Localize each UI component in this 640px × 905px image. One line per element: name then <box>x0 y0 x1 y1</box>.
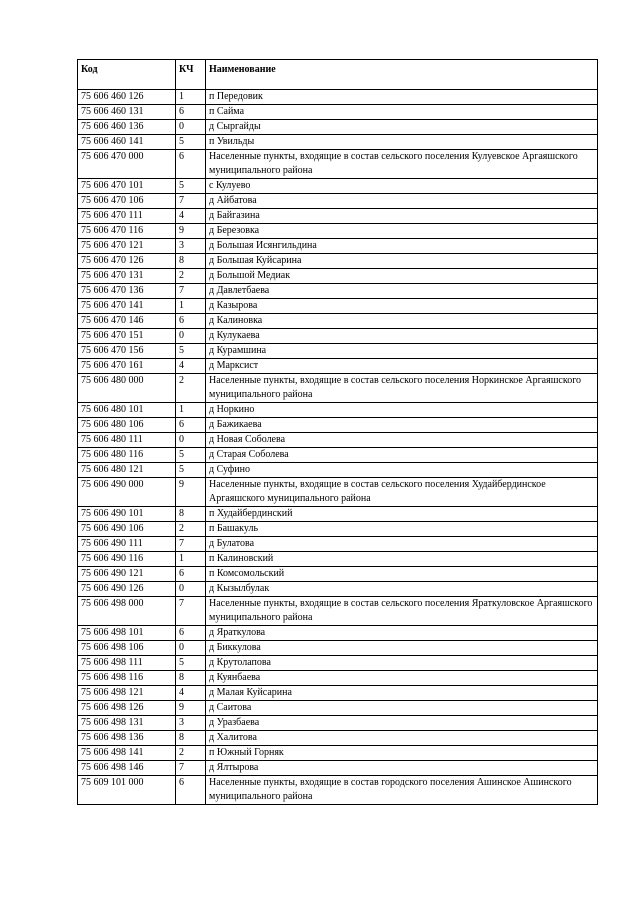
cell-name: д Айбатова <box>206 194 598 209</box>
cell-name: Населенные пункты, входящие в состав городского поселения Ашинское Ашинского муниципального района <box>206 776 598 805</box>
cell-name: Населенные пункты, входящие в состав сельского поселения Кулуевское Аргаяшского муниципального района <box>206 150 598 179</box>
header-kch: КЧ <box>176 60 206 90</box>
table-row <box>78 194 598 209</box>
cell-code: 75 606 470 106 <box>78 194 176 209</box>
okato-table <box>77 59 598 805</box>
cell-kch: 5 <box>176 344 206 359</box>
cell-code: 75 606 470 146 <box>78 314 176 329</box>
table-row <box>78 314 598 329</box>
cell-name: д Большая Исянгильдина <box>206 239 598 254</box>
cell-name: д Новая Соболева <box>206 433 598 448</box>
cell-kch: 6 <box>176 314 206 329</box>
table-row <box>78 344 598 359</box>
cell-code: 75 606 498 121 <box>78 686 176 701</box>
table-row <box>78 537 598 552</box>
table-row <box>78 582 598 597</box>
cell-kch: 1 <box>176 403 206 418</box>
cell-code: 75 606 490 116 <box>78 552 176 567</box>
cell-kch: 5 <box>176 135 206 150</box>
header-name: Наименование <box>206 60 598 90</box>
cell-code: 75 609 101 000 <box>78 776 176 805</box>
table-row <box>78 433 598 448</box>
cell-name: д Уразбаева <box>206 716 598 731</box>
cell-name: п Калиновский <box>206 552 598 567</box>
cell-code: 75 606 490 101 <box>78 507 176 522</box>
cell-code: 75 606 480 101 <box>78 403 176 418</box>
cell-name: д Биккулова <box>206 641 598 656</box>
cell-name: п Сайма <box>206 105 598 120</box>
table-row <box>78 731 598 746</box>
table-row <box>78 374 598 403</box>
table-row <box>78 746 598 761</box>
cell-code: 75 606 470 126 <box>78 254 176 269</box>
cell-name: д Халитова <box>206 731 598 746</box>
table-row <box>78 507 598 522</box>
table-row <box>78 671 598 686</box>
cell-code: 75 606 498 141 <box>78 746 176 761</box>
cell-code: 75 606 470 000 <box>78 150 176 179</box>
table-row <box>78 448 598 463</box>
document-page <box>77 59 597 805</box>
cell-name: Населенные пункты, входящие в состав сельского поселения Яраткуловское Аргаяшского муниципального района <box>206 597 598 626</box>
cell-name: д Большой Медиак <box>206 269 598 284</box>
table-row <box>78 224 598 239</box>
cell-kch: 6 <box>176 567 206 582</box>
cell-kch: 9 <box>176 478 206 507</box>
cell-kch: 1 <box>176 90 206 105</box>
cell-code: 75 606 470 131 <box>78 269 176 284</box>
cell-name: д Сыргайды <box>206 120 598 135</box>
table-row <box>78 179 598 194</box>
table-row <box>78 656 598 671</box>
table-row <box>78 299 598 314</box>
table-row <box>78 552 598 567</box>
cell-kch: 3 <box>176 716 206 731</box>
cell-code: 75 606 498 106 <box>78 641 176 656</box>
table-row <box>78 597 598 626</box>
cell-kch: 5 <box>176 463 206 478</box>
table-row <box>78 105 598 120</box>
table-row <box>78 701 598 716</box>
cell-code: 75 606 498 136 <box>78 731 176 746</box>
cell-code: 75 606 498 146 <box>78 761 176 776</box>
cell-kch: 7 <box>176 537 206 552</box>
cell-name: д Бажикаева <box>206 418 598 433</box>
cell-kch: 9 <box>176 701 206 716</box>
table-row <box>78 120 598 135</box>
cell-name: Населенные пункты, входящие в состав сельского поселения Норкинское Аргаяшского муниципального района <box>206 374 598 403</box>
cell-code: 75 606 470 156 <box>78 344 176 359</box>
cell-kch: 4 <box>176 359 206 374</box>
cell-name: п Комсомольский <box>206 567 598 582</box>
table-row <box>78 403 598 418</box>
cell-kch: 8 <box>176 254 206 269</box>
cell-kch: 6 <box>176 418 206 433</box>
cell-kch: 0 <box>176 329 206 344</box>
cell-code: 75 606 498 111 <box>78 656 176 671</box>
cell-kch: 8 <box>176 671 206 686</box>
cell-code: 75 606 460 126 <box>78 90 176 105</box>
cell-kch: 0 <box>176 582 206 597</box>
table-row <box>78 626 598 641</box>
cell-code: 75 606 480 000 <box>78 374 176 403</box>
cell-code: 75 606 470 151 <box>78 329 176 344</box>
cell-code: 75 606 480 111 <box>78 433 176 448</box>
cell-kch: 4 <box>176 209 206 224</box>
cell-code: 75 606 480 106 <box>78 418 176 433</box>
cell-kch: 6 <box>176 776 206 805</box>
cell-name: п Увильды <box>206 135 598 150</box>
cell-name: д Березовка <box>206 224 598 239</box>
cell-code: 75 606 470 161 <box>78 359 176 374</box>
table-row <box>78 209 598 224</box>
cell-code: 75 606 460 131 <box>78 105 176 120</box>
cell-name: д Курамшина <box>206 344 598 359</box>
table-row <box>78 686 598 701</box>
cell-code: 75 606 490 106 <box>78 522 176 537</box>
cell-code: 75 606 460 136 <box>78 120 176 135</box>
cell-name: д Яраткулова <box>206 626 598 641</box>
cell-code: 75 606 498 126 <box>78 701 176 716</box>
cell-kch: 1 <box>176 299 206 314</box>
table-row <box>78 641 598 656</box>
table-row <box>78 418 598 433</box>
cell-kch: 2 <box>176 269 206 284</box>
cell-kch: 0 <box>176 120 206 135</box>
cell-kch: 6 <box>176 150 206 179</box>
cell-code: 75 606 470 116 <box>78 224 176 239</box>
table-body <box>78 90 598 805</box>
cell-kch: 2 <box>176 522 206 537</box>
cell-kch: 5 <box>176 448 206 463</box>
table-row <box>78 776 598 805</box>
table-row <box>78 567 598 582</box>
cell-kch: 1 <box>176 552 206 567</box>
cell-name: д Крутолапова <box>206 656 598 671</box>
cell-kch: 7 <box>176 761 206 776</box>
cell-name: д Малая Куйсарина <box>206 686 598 701</box>
cell-name: Населенные пункты, входящие в состав сельского поселения Худайбердинское Аргаяшского муниципального района <box>206 478 598 507</box>
table-row <box>78 239 598 254</box>
cell-code: 75 606 498 116 <box>78 671 176 686</box>
cell-name: д Кызылбулак <box>206 582 598 597</box>
cell-kch: 7 <box>176 284 206 299</box>
cell-code: 75 606 498 131 <box>78 716 176 731</box>
table-row <box>78 269 598 284</box>
table-row <box>78 150 598 179</box>
table-header-row <box>78 60 598 90</box>
cell-name: п Худайбердинский <box>206 507 598 522</box>
cell-name: д Марксист <box>206 359 598 374</box>
cell-code: 75 606 498 000 <box>78 597 176 626</box>
cell-kch: 2 <box>176 374 206 403</box>
cell-name: д Кулукаева <box>206 329 598 344</box>
table-row <box>78 463 598 478</box>
cell-name: п Южный Горняк <box>206 746 598 761</box>
cell-kch: 7 <box>176 194 206 209</box>
table-row <box>78 284 598 299</box>
cell-code: 75 606 490 111 <box>78 537 176 552</box>
cell-name: с Кулуево <box>206 179 598 194</box>
cell-code: 75 606 460 141 <box>78 135 176 150</box>
cell-kch: 5 <box>176 179 206 194</box>
cell-kch: 0 <box>176 641 206 656</box>
cell-kch: 3 <box>176 239 206 254</box>
cell-code: 75 606 470 121 <box>78 239 176 254</box>
cell-kch: 9 <box>176 224 206 239</box>
cell-kch: 2 <box>176 746 206 761</box>
cell-kch: 6 <box>176 626 206 641</box>
cell-code: 75 606 470 141 <box>78 299 176 314</box>
cell-code: 75 606 470 111 <box>78 209 176 224</box>
cell-name: д Калиновка <box>206 314 598 329</box>
cell-name: д Булатова <box>206 537 598 552</box>
cell-code: 75 606 480 116 <box>78 448 176 463</box>
cell-name: д Ялтырова <box>206 761 598 776</box>
table-row <box>78 90 598 105</box>
table-row <box>78 761 598 776</box>
cell-name: д Старая Соболева <box>206 448 598 463</box>
cell-name: д Большая Куйсарина <box>206 254 598 269</box>
cell-kch: 5 <box>176 656 206 671</box>
cell-code: 75 606 498 101 <box>78 626 176 641</box>
table-row <box>78 135 598 150</box>
cell-kch: 6 <box>176 105 206 120</box>
cell-name: д Куянбаева <box>206 671 598 686</box>
cell-kch: 8 <box>176 507 206 522</box>
cell-name: п Башакуль <box>206 522 598 537</box>
cell-name: д Байгазина <box>206 209 598 224</box>
cell-code: 75 606 490 000 <box>78 478 176 507</box>
cell-kch: 0 <box>176 433 206 448</box>
cell-code: 75 606 490 121 <box>78 567 176 582</box>
table-row <box>78 522 598 537</box>
header-code: Код <box>78 60 176 90</box>
cell-name: д Саитова <box>206 701 598 716</box>
table-row <box>78 254 598 269</box>
table-row <box>78 478 598 507</box>
table-row <box>78 716 598 731</box>
cell-code: 75 606 480 121 <box>78 463 176 478</box>
cell-kch: 7 <box>176 597 206 626</box>
cell-name: д Суфино <box>206 463 598 478</box>
cell-kch: 8 <box>176 731 206 746</box>
cell-name: д Норкино <box>206 403 598 418</box>
cell-kch: 4 <box>176 686 206 701</box>
table-row <box>78 359 598 374</box>
cell-name: д Давлетбаева <box>206 284 598 299</box>
cell-code: 75 606 490 126 <box>78 582 176 597</box>
cell-code: 75 606 470 136 <box>78 284 176 299</box>
cell-name: д Казырова <box>206 299 598 314</box>
table-row <box>78 329 598 344</box>
cell-code: 75 606 470 101 <box>78 179 176 194</box>
cell-name: п Передовик <box>206 90 598 105</box>
